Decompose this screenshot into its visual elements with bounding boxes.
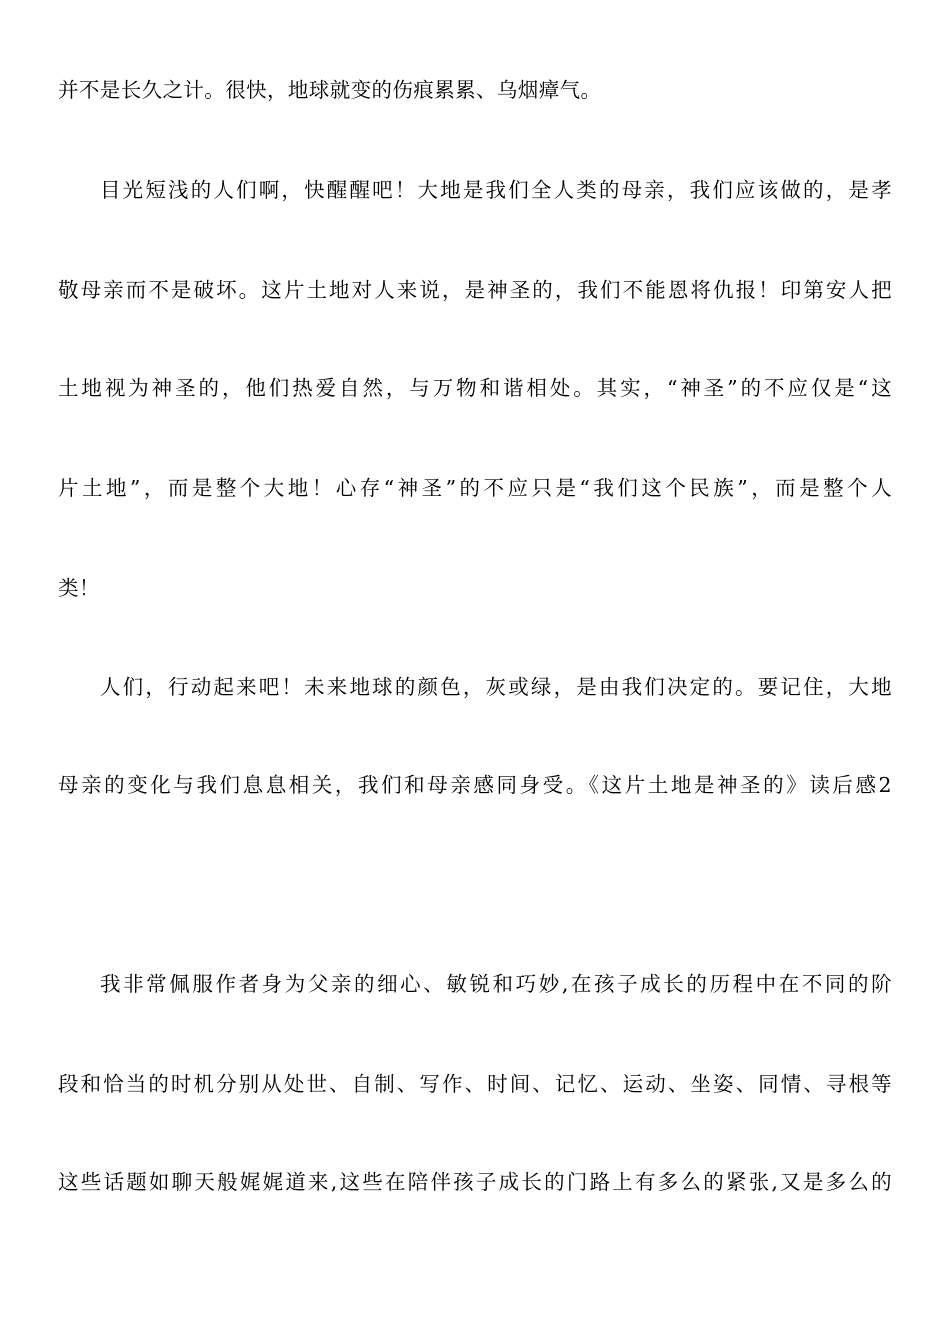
- paragraph-line: 敬母亲而不是破坏。这片土地对人来说，是神圣的，我们不能恩将仇报！印第安人把: [58, 278, 892, 302]
- paragraph-line: 段和恰当的时机分别从处世、自制、写作、时间、记忆、运动、坐姿、同情、寻根等: [58, 1072, 892, 1096]
- paragraph-line: 目光短浅的人们啊，快醒醒吧！大地是我们全人类的母亲，我们应该做的，是孝: [100, 178, 892, 202]
- paragraph-line: 我非常佩服作者身为父亲的细心、敏锐和巧妙,在孩子成长的历程中在不同的阶: [100, 972, 892, 996]
- paragraph-line: 这些话题如聊天般娓娓道来,这些在陪伴孩子成长的门路上有多么的紧张,又是多么的: [58, 1170, 892, 1194]
- paragraph-line: 并不是长久之计。很快，地球就变的伤痕累累、乌烟瘴气。: [58, 78, 602, 102]
- paragraph-line: 人们，行动起来吧！未来地球的颜色，灰或绿，是由我们决定的。要记住，大地: [100, 675, 892, 699]
- paragraph-line: 母亲的变化与我们息息相关，我们和母亲感同身受。《这片土地是神圣的》读后感2: [58, 773, 892, 797]
- paragraph-line: 片土地”，而是整个大地！心存“神圣”的不应只是“我们这个民族”，而是整个人: [58, 476, 892, 500]
- paragraph-line: 土地视为神圣的，他们热爱自然，与万物和谐相处。其实，“神圣”的不应仅是“这: [58, 376, 892, 400]
- paragraph-line: 类！: [58, 576, 100, 600]
